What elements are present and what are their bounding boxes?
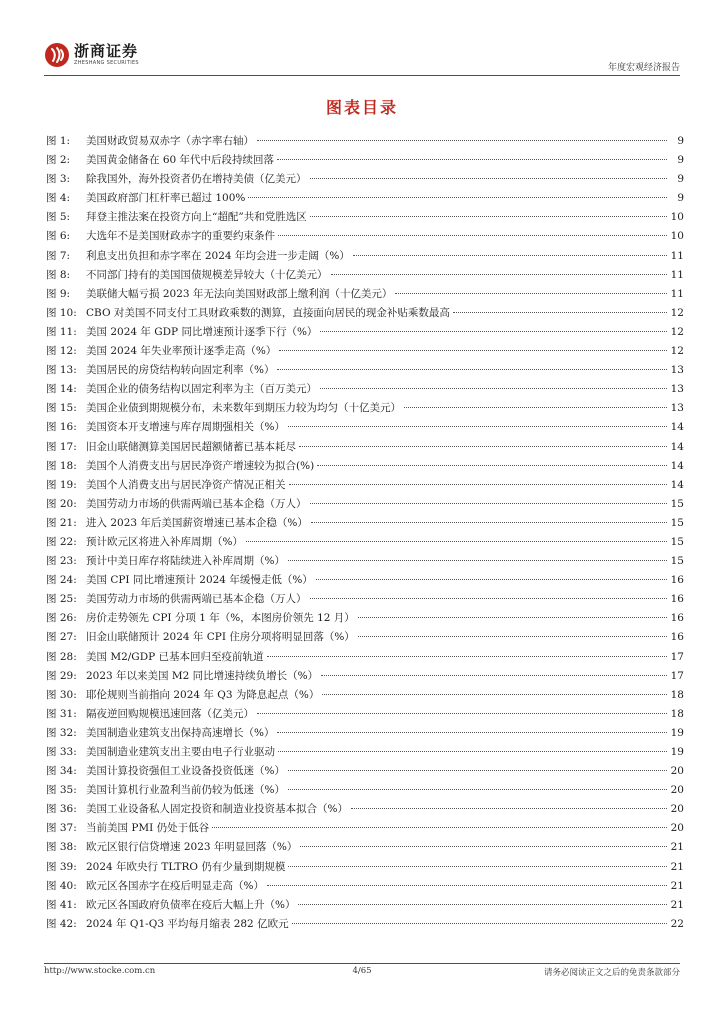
- toc-entry[interactable]: [46, 419, 684, 438]
- toc-figure-title: 美国个人消费支出与居民净资产增速较为拟合(%): [86, 459, 315, 472]
- toc-dot-leader: [288, 789, 667, 790]
- toc-figure-title: 旧金山联储预计 2024 年 CPI 住房分项将明显回落（%）: [86, 631, 355, 644]
- toc-page-number: 17: [670, 650, 684, 663]
- toc-dot-leader: [279, 350, 667, 351]
- toc-entry[interactable]: [46, 744, 684, 763]
- logo-mark-icon: [44, 42, 70, 68]
- toc-page-number: 14: [670, 478, 684, 491]
- toc-figure-title: 美国劳动力市场的供需两端已基本企稳（万人）: [86, 497, 307, 510]
- toc-figure-label: 图 16:: [46, 421, 77, 434]
- toc-entry[interactable]: [46, 916, 684, 935]
- toc-dot-leader: [292, 923, 667, 924]
- figure-table-of-contents: [46, 133, 684, 935]
- toc-entry[interactable]: [46, 591, 684, 610]
- toc-entry[interactable]: [46, 649, 684, 668]
- company-logo: [44, 42, 139, 68]
- toc-figure-label: 图 35:: [46, 784, 77, 797]
- toc-figure-title: 欧元区银行信贷增速 2023 年明显回落（%）: [86, 841, 298, 854]
- toc-figure-title: 旧金山联储测算美国居民超额储蓄已基本耗尽: [86, 440, 296, 453]
- toc-figure-label: 图 31:: [46, 707, 77, 720]
- toc-page-number: 17: [670, 669, 684, 682]
- toc-figure-label: 图 8:: [46, 268, 71, 281]
- toc-figure-label: 图 6:: [46, 230, 71, 243]
- toc-entry[interactable]: [46, 305, 684, 324]
- toc-page-number: 18: [670, 688, 684, 701]
- toc-figure-label: 图 29:: [46, 669, 77, 682]
- toc-figure-label: 图 2:: [46, 154, 71, 167]
- toc-page-number: 21: [670, 898, 684, 911]
- toc-figure-label: 图 1:: [46, 135, 71, 147]
- toc-entry[interactable]: [46, 286, 684, 305]
- toc-entry[interactable]: [46, 553, 684, 572]
- toc-page-number: 22: [670, 917, 684, 930]
- toc-figure-label: 图 5:: [46, 211, 71, 224]
- toc-entry[interactable]: [46, 267, 684, 286]
- toc-figure-title: 美联储大幅亏损 2023 年无法向美国财政部上缴利润（十亿美元）: [86, 287, 393, 300]
- toc-figure-title: 美国 2024 年失业率预计逐季走高（%）: [86, 345, 277, 358]
- toc-figure-title: 美国制造业建筑支出主要由电子行业驱动: [86, 746, 275, 758]
- toc-figure-title: 美国财政贸易双赤字（赤字率右轴）: [86, 135, 254, 147]
- logo-text: [74, 43, 139, 67]
- toc-figure-title: 美国黄金储备在 60 年代中后段持续回落: [86, 154, 275, 167]
- toc-figure-label: 图 25:: [46, 593, 77, 606]
- toc-figure-title: 美国 2024 年 GDP 同比增速预计逐季下行（%）: [86, 325, 318, 338]
- toc-dot-leader: [311, 522, 667, 523]
- toc-entry[interactable]: [46, 362, 684, 381]
- toc-page-number: 20: [670, 784, 684, 797]
- toc-dot-leader: [277, 732, 667, 733]
- toc-figure-label: 图 9:: [46, 287, 71, 300]
- toc-page-number: 12: [670, 306, 684, 319]
- toc-figure-title: 大选年不是美国财政赤字的重要约束条件: [86, 230, 275, 243]
- toc-figure-title: 当前美国 PMI 仍处于低谷: [86, 822, 210, 835]
- toc-entry[interactable]: [46, 897, 684, 916]
- page-title: 图表目录: [325, 98, 398, 117]
- toc-page-number: 19: [670, 726, 684, 739]
- toc-entry[interactable]: [46, 248, 684, 267]
- toc-dot-leader: [310, 216, 667, 217]
- toc-figure-label: 图 21:: [46, 516, 77, 529]
- toc-figure-label: 图 42:: [46, 917, 77, 930]
- company-name-en: ZHESHANG SECURITIES: [74, 60, 139, 66]
- toc-figure-label: 图 34:: [46, 765, 77, 778]
- toc-dot-leader: [278, 751, 667, 752]
- toc-page-number: 14: [670, 421, 684, 434]
- toc-figure-title: 2024 年欧央行 TLTRO 仍有少量到期规模: [86, 860, 286, 873]
- toc-entry[interactable]: [46, 515, 684, 534]
- toc-entry[interactable]: [46, 668, 684, 687]
- toc-entry[interactable]: [46, 687, 684, 706]
- toc-figure-title: 预计中美日库存将陆续进入补库周期（%）: [86, 555, 285, 568]
- toc-dot-leader: [267, 656, 667, 657]
- toc-page-number: 21: [670, 860, 684, 873]
- toc-figure-label: 图 24:: [46, 574, 77, 587]
- toc-figure-title: 隔夜逆回购规模迅速回落（亿美元）: [86, 707, 254, 720]
- page-footer: [44, 966, 680, 980]
- toc-page-number: 9: [677, 135, 684, 147]
- toc-figure-title: 不同部门持有的美国国债规模差异较大（十亿美元）: [86, 268, 328, 281]
- toc-dot-leader: [278, 235, 667, 236]
- toc-entry[interactable]: [46, 629, 684, 648]
- toc-figure-title: 美国政府部门杠杆率已超过 100%: [86, 192, 246, 205]
- toc-figure-label: 图 22:: [46, 535, 77, 548]
- toc-dot-leader: [310, 503, 668, 504]
- toc-page-number: 15: [670, 497, 684, 510]
- toc-page-number: 13: [670, 402, 684, 415]
- toc-page-number: 13: [670, 364, 684, 377]
- toc-dot-leader: [353, 255, 667, 256]
- toc-figure-label: 图 36:: [46, 803, 77, 816]
- company-name-cn: 浙商证券: [74, 42, 139, 60]
- toc-entry[interactable]: [46, 610, 684, 629]
- toc-figure-label: 图 20:: [46, 497, 77, 510]
- toc-dot-leader: [288, 426, 667, 427]
- toc-dot-leader: [289, 484, 668, 485]
- toc-page-number: 19: [670, 746, 684, 758]
- toc-dot-leader: [288, 866, 667, 867]
- toc-dot-leader: [322, 694, 667, 695]
- toc-figure-title: 利息支出负担和赤字率在 2024 年均会进一步走阔（%）: [86, 249, 350, 262]
- toc-page-number: 15: [670, 555, 684, 568]
- toc-figure-title: 美国工业设备私人固定投资和制造业投资基本拟合（%）: [86, 803, 348, 816]
- toc-entry[interactable]: [46, 859, 684, 878]
- toc-page-number: 11: [670, 287, 684, 300]
- toc-dot-leader: [310, 598, 668, 599]
- toc-figure-label: 图 3:: [46, 173, 71, 186]
- toc-entry[interactable]: [46, 400, 684, 419]
- toc-dot-leader: [246, 541, 667, 542]
- toc-dot-leader: [404, 407, 667, 408]
- toc-figure-title: 2023 年以来美国 M2 同比增速持续负增长（%）: [86, 669, 319, 682]
- toc-figure-label: 图 19:: [46, 478, 77, 491]
- toc-entry[interactable]: [46, 477, 684, 496]
- toc-entry[interactable]: [46, 171, 684, 190]
- header-divider: [44, 75, 680, 76]
- toc-dot-leader: [288, 560, 667, 561]
- toc-figure-label: 图 10:: [46, 306, 77, 319]
- footer-page-number: 4/65: [352, 966, 372, 976]
- toc-page-number: 9: [677, 173, 684, 186]
- toc-entry[interactable]: [46, 706, 684, 725]
- toc-dot-leader: [277, 159, 667, 160]
- toc-dot-leader: [453, 312, 667, 313]
- toc-figure-label: 图 7:: [46, 249, 71, 262]
- toc-page-number: 15: [670, 535, 684, 548]
- toc-page-number: 9: [677, 192, 684, 205]
- toc-figure-title: CBO 对美国不同支付工具财政乘数的测算，直接面向居民的现金补贴乘数最高: [86, 306, 450, 319]
- toc-figure-label: 图 33:: [46, 746, 77, 758]
- toc-figure-title: 美国资本开支增速与库存周期强相关（%）: [86, 421, 285, 434]
- toc-figure-title: 美国劳动力市场的供需两端已基本企稳（万人）: [86, 593, 307, 606]
- toc-entry[interactable]: [46, 725, 684, 744]
- toc-figure-label: 图 28:: [46, 650, 77, 663]
- toc-figure-label: 图 39:: [46, 860, 77, 873]
- toc-entry[interactable]: [46, 839, 684, 858]
- toc-entry[interactable]: [46, 820, 684, 839]
- toc-figure-label: 图 11:: [46, 325, 77, 338]
- toc-figure-title: 美国企业的债务结构以固定利率为主（百万美元）: [86, 383, 317, 396]
- toc-entry[interactable]: [46, 782, 684, 801]
- toc-entry[interactable]: [46, 572, 684, 591]
- toc-dot-leader: [267, 885, 667, 886]
- toc-page-number: 18: [670, 707, 684, 720]
- toc-figure-title: 拜登主推法案在投资方向上“超配”共和党胜选区: [86, 211, 307, 224]
- toc-figure-label: 图 32:: [46, 726, 77, 739]
- toc-page-number: 21: [670, 841, 684, 854]
- toc-entry[interactable]: [46, 228, 684, 247]
- toc-page-number: 20: [670, 803, 684, 816]
- toc-dot-leader: [351, 808, 667, 809]
- toc-dot-leader: [257, 713, 667, 714]
- toc-entry[interactable]: [46, 209, 684, 228]
- toc-figure-label: 图 12:: [46, 345, 77, 358]
- toc-figure-title: 2024 年 Q1-Q3 平均每月缩表 282 亿欧元: [86, 917, 289, 930]
- toc-entry[interactable]: [46, 458, 684, 477]
- toc-figure-title: 进入 2023 年后美国薪资增速已基本企稳（%）: [86, 516, 308, 529]
- toc-entry[interactable]: [46, 801, 684, 820]
- toc-figure-label: 图 26:: [46, 612, 77, 625]
- toc-page-number: 20: [670, 765, 684, 778]
- toc-figure-label: 图 38:: [46, 841, 77, 854]
- toc-dot-leader: [316, 579, 667, 580]
- toc-dot-leader: [248, 197, 667, 198]
- toc-page-number: 14: [670, 440, 684, 453]
- toc-figure-title: 预计欧元区将进入补库周期（%）: [86, 535, 243, 548]
- toc-page-number: 16: [670, 631, 684, 644]
- toc-entry[interactable]: [46, 381, 684, 400]
- toc-page-number: 16: [670, 574, 684, 587]
- toc-page-number: 15: [670, 516, 684, 529]
- toc-entry[interactable]: [46, 324, 684, 343]
- toc-page-number: 16: [670, 612, 684, 625]
- toc-dot-leader: [257, 140, 667, 141]
- toc-figure-label: 图 41:: [46, 898, 77, 911]
- toc-dot-leader: [310, 178, 668, 179]
- toc-figure-title: 美国计算机行业盈利当前仍较为低迷（%）: [86, 784, 285, 797]
- toc-entry[interactable]: [46, 763, 684, 782]
- page-header: [0, 0, 724, 80]
- toc-entry[interactable]: [46, 152, 684, 171]
- toc-figure-label: 图 37:: [46, 822, 77, 835]
- footer-disclaimer: 请务必阅读正文之后的免责条款部分: [543, 968, 680, 978]
- toc-dot-leader: [300, 846, 667, 847]
- toc-figure-title: 除我国外，海外投资者仍在增持美债（亿美元）: [86, 173, 307, 186]
- footer-divider: [44, 963, 680, 964]
- toc-page-number: 12: [670, 345, 684, 358]
- toc-page-number: 11: [670, 249, 684, 262]
- toc-dot-leader: [317, 465, 667, 466]
- toc-figure-title: 美国个人消费支出与居民净资产情况正相关: [86, 478, 286, 491]
- toc-figure-title: 美国制造业建筑支出保持高速增长（%）: [86, 726, 275, 739]
- toc-page-number: 11: [670, 268, 684, 281]
- toc-figure-title: 美国 M2/GDP 已基本回归至疫前轨道: [86, 650, 264, 663]
- toc-dot-leader: [395, 293, 667, 294]
- toc-figure-title: 美国计算投资强但工业设备投资低迷（%）: [86, 765, 285, 778]
- toc-page-number: 12: [670, 325, 684, 338]
- toc-page-number: 13: [670, 383, 684, 396]
- toc-figure-title: 欧元区各国赤字在疫后明显走高（%）: [86, 879, 264, 892]
- toc-dot-leader: [288, 770, 667, 771]
- toc-entry[interactable]: [46, 343, 684, 362]
- toc-figure-title: 耶伦规则当前指向 2024 年 Q3 为降息起点（%）: [86, 688, 320, 701]
- toc-figure-title: 美国企业债到期规模分布，未来数年到期压力较为均匀（十亿美元）: [86, 402, 401, 415]
- toc-page-number: 16: [670, 593, 684, 606]
- toc-dot-leader: [277, 369, 667, 370]
- toc-page-number: 20: [670, 822, 684, 835]
- toc-figure-title: 美国 CPI 同比增速预计 2024 年缓慢走低（%）: [86, 574, 313, 587]
- toc-dot-leader: [299, 446, 667, 447]
- toc-figure-label: 图 18:: [46, 459, 77, 472]
- toc-figure-title: 房价走势领先 CPI 分项 1 年（%，本图房价领先 12 月）: [86, 612, 355, 625]
- toc-dot-leader: [320, 331, 667, 332]
- toc-figure-label: 图 13:: [46, 364, 77, 377]
- report-type: 年度宏观经济报告: [607, 63, 680, 73]
- toc-page-number: 21: [670, 879, 684, 892]
- toc-page-number: 14: [670, 459, 684, 472]
- toc-figure-label: 图 4:: [46, 192, 71, 205]
- toc-dot-leader: [212, 827, 667, 828]
- toc-figure-label: 图 40:: [46, 879, 77, 892]
- toc-dot-leader: [358, 636, 667, 637]
- toc-page-number: 10: [670, 211, 684, 224]
- toc-entry[interactable]: [46, 496, 684, 515]
- toc-figure-label: 图 17:: [46, 440, 77, 453]
- toc-entry[interactable]: [46, 439, 684, 458]
- toc-entry[interactable]: [46, 133, 684, 152]
- toc-dot-leader: [298, 904, 667, 905]
- toc-figure-title: 欧元区各国政府负债率在疫后大幅上升（%）: [86, 898, 296, 911]
- toc-figure-title: 美国居民的房贷结构转向固定利率（%）: [86, 364, 275, 377]
- toc-entry[interactable]: [46, 534, 684, 553]
- toc-dot-leader: [320, 388, 667, 389]
- toc-page-number: 10: [670, 230, 684, 243]
- toc-entry[interactable]: [46, 878, 684, 897]
- toc-dot-leader: [321, 675, 667, 676]
- toc-figure-label: 图 15:: [46, 402, 77, 415]
- toc-figure-label: 图 14:: [46, 383, 77, 396]
- toc-entry[interactable]: [46, 190, 684, 209]
- toc-dot-leader: [358, 617, 667, 618]
- footer-url-link[interactable]: http://www.stocke.com.cn: [44, 966, 156, 976]
- toc-figure-label: 图 23:: [46, 555, 77, 568]
- toc-figure-label: 图 27:: [46, 631, 77, 644]
- toc-figure-label: 图 30:: [46, 688, 77, 701]
- toc-page-number: 9: [677, 154, 684, 167]
- toc-dot-leader: [331, 274, 668, 275]
